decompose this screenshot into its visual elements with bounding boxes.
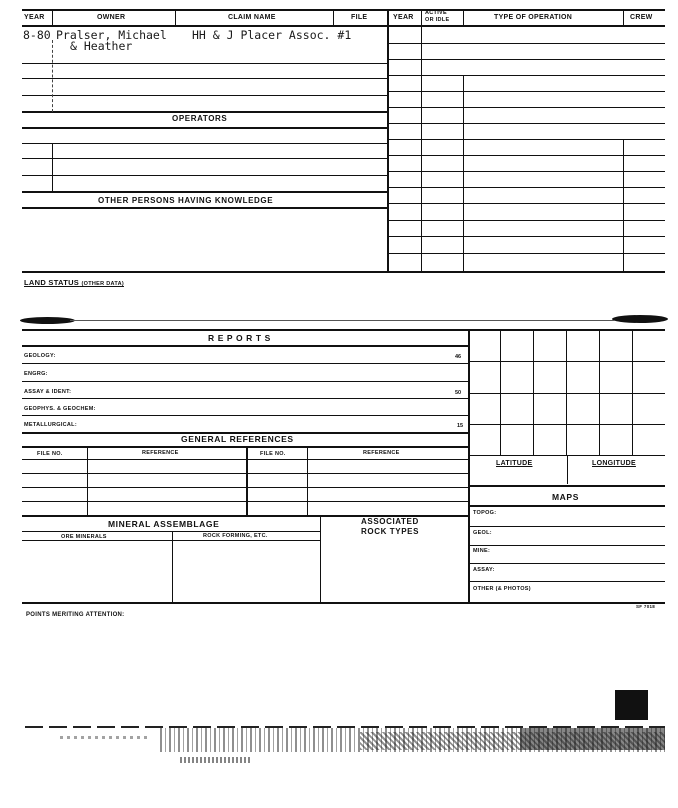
- longitude-label: LONGITUDE: [592, 460, 636, 467]
- ref-header-reference-2: REFERENCE: [363, 450, 400, 456]
- col-header-file: FILE: [351, 14, 368, 21]
- section-operators: OPERATORS: [172, 114, 228, 123]
- ref-header-reference: REFERENCE: [142, 450, 179, 456]
- latitude-label: LATITUDE: [496, 460, 533, 467]
- map-geol: GEOL:: [473, 530, 492, 536]
- entry-owner-line1: Pralser, Michael: [56, 28, 167, 42]
- form-number: SF 7018: [636, 604, 656, 609]
- report-geology: GEOLOGY:: [24, 353, 56, 359]
- report-assay: ASSAY & IDENT:: [24, 389, 72, 395]
- map-assay: ASSAY:: [473, 567, 495, 573]
- col-header-year: YEAR: [24, 14, 45, 21]
- entry-owner-line2: & Heather: [70, 39, 133, 53]
- minerals-ore: ORE MINERALS: [61, 534, 107, 540]
- report-assay-number: 50: [455, 390, 462, 396]
- associated-rock-types-line2: ROCK TYPES: [361, 527, 420, 536]
- report-geology-number: 46: [455, 354, 462, 360]
- col-header-type-of-operation: TYPE OF OPERATION: [494, 14, 573, 21]
- col-header-owner: OWNER: [97, 14, 126, 21]
- land-status-sublabel: (OTHER DATA): [81, 281, 124, 287]
- ref-header-file-no: FILE NO.: [37, 451, 63, 457]
- map-mine: MINE:: [473, 548, 491, 554]
- col-header-claim-name: CLAIM NAME: [228, 14, 276, 21]
- report-geophys: GEOPHYS. & GEOCHEM:: [24, 406, 96, 412]
- report-engrg: ENGRG:: [24, 371, 48, 377]
- section-maps: MAPS: [552, 492, 579, 502]
- entry-claim-name: HH & J Placer Assoc. #1: [192, 28, 352, 42]
- land-status-label: LAND STATUS: [24, 278, 80, 287]
- report-metallurgical: METALLURGICAL:: [24, 422, 77, 428]
- map-other: OTHER (& PHOTOS): [473, 586, 531, 592]
- section-general-references: GENERAL REFERENCES: [181, 434, 294, 444]
- section-other-persons: OTHER PERSONS HAVING KNOWLEDGE: [98, 196, 274, 205]
- associated-rock-types-line1: ASSOCIATED: [361, 517, 419, 526]
- col-header-active-1: ACTIVE: [425, 10, 447, 16]
- map-topog: TOPOG:: [473, 510, 497, 516]
- col-header-crew: CREW: [630, 14, 653, 21]
- section-mineral-assemblage: MINERAL ASSEMBLAGE: [108, 519, 220, 529]
- col-header-active-2: OR IDLE: [425, 17, 450, 23]
- ref-header-file-no-2: FILE NO.: [260, 451, 286, 457]
- report-metallurgical-number: 15: [457, 423, 464, 429]
- entry-year: 8-80: [23, 28, 51, 42]
- points-meriting-attention: POINTS MERITING ATTENTION:: [26, 612, 125, 618]
- section-reports: R E P O R T S: [208, 333, 271, 343]
- col-header-year-2: YEAR: [393, 14, 414, 21]
- minerals-rock-forming: ROCK FORMING, ETC.: [203, 533, 268, 539]
